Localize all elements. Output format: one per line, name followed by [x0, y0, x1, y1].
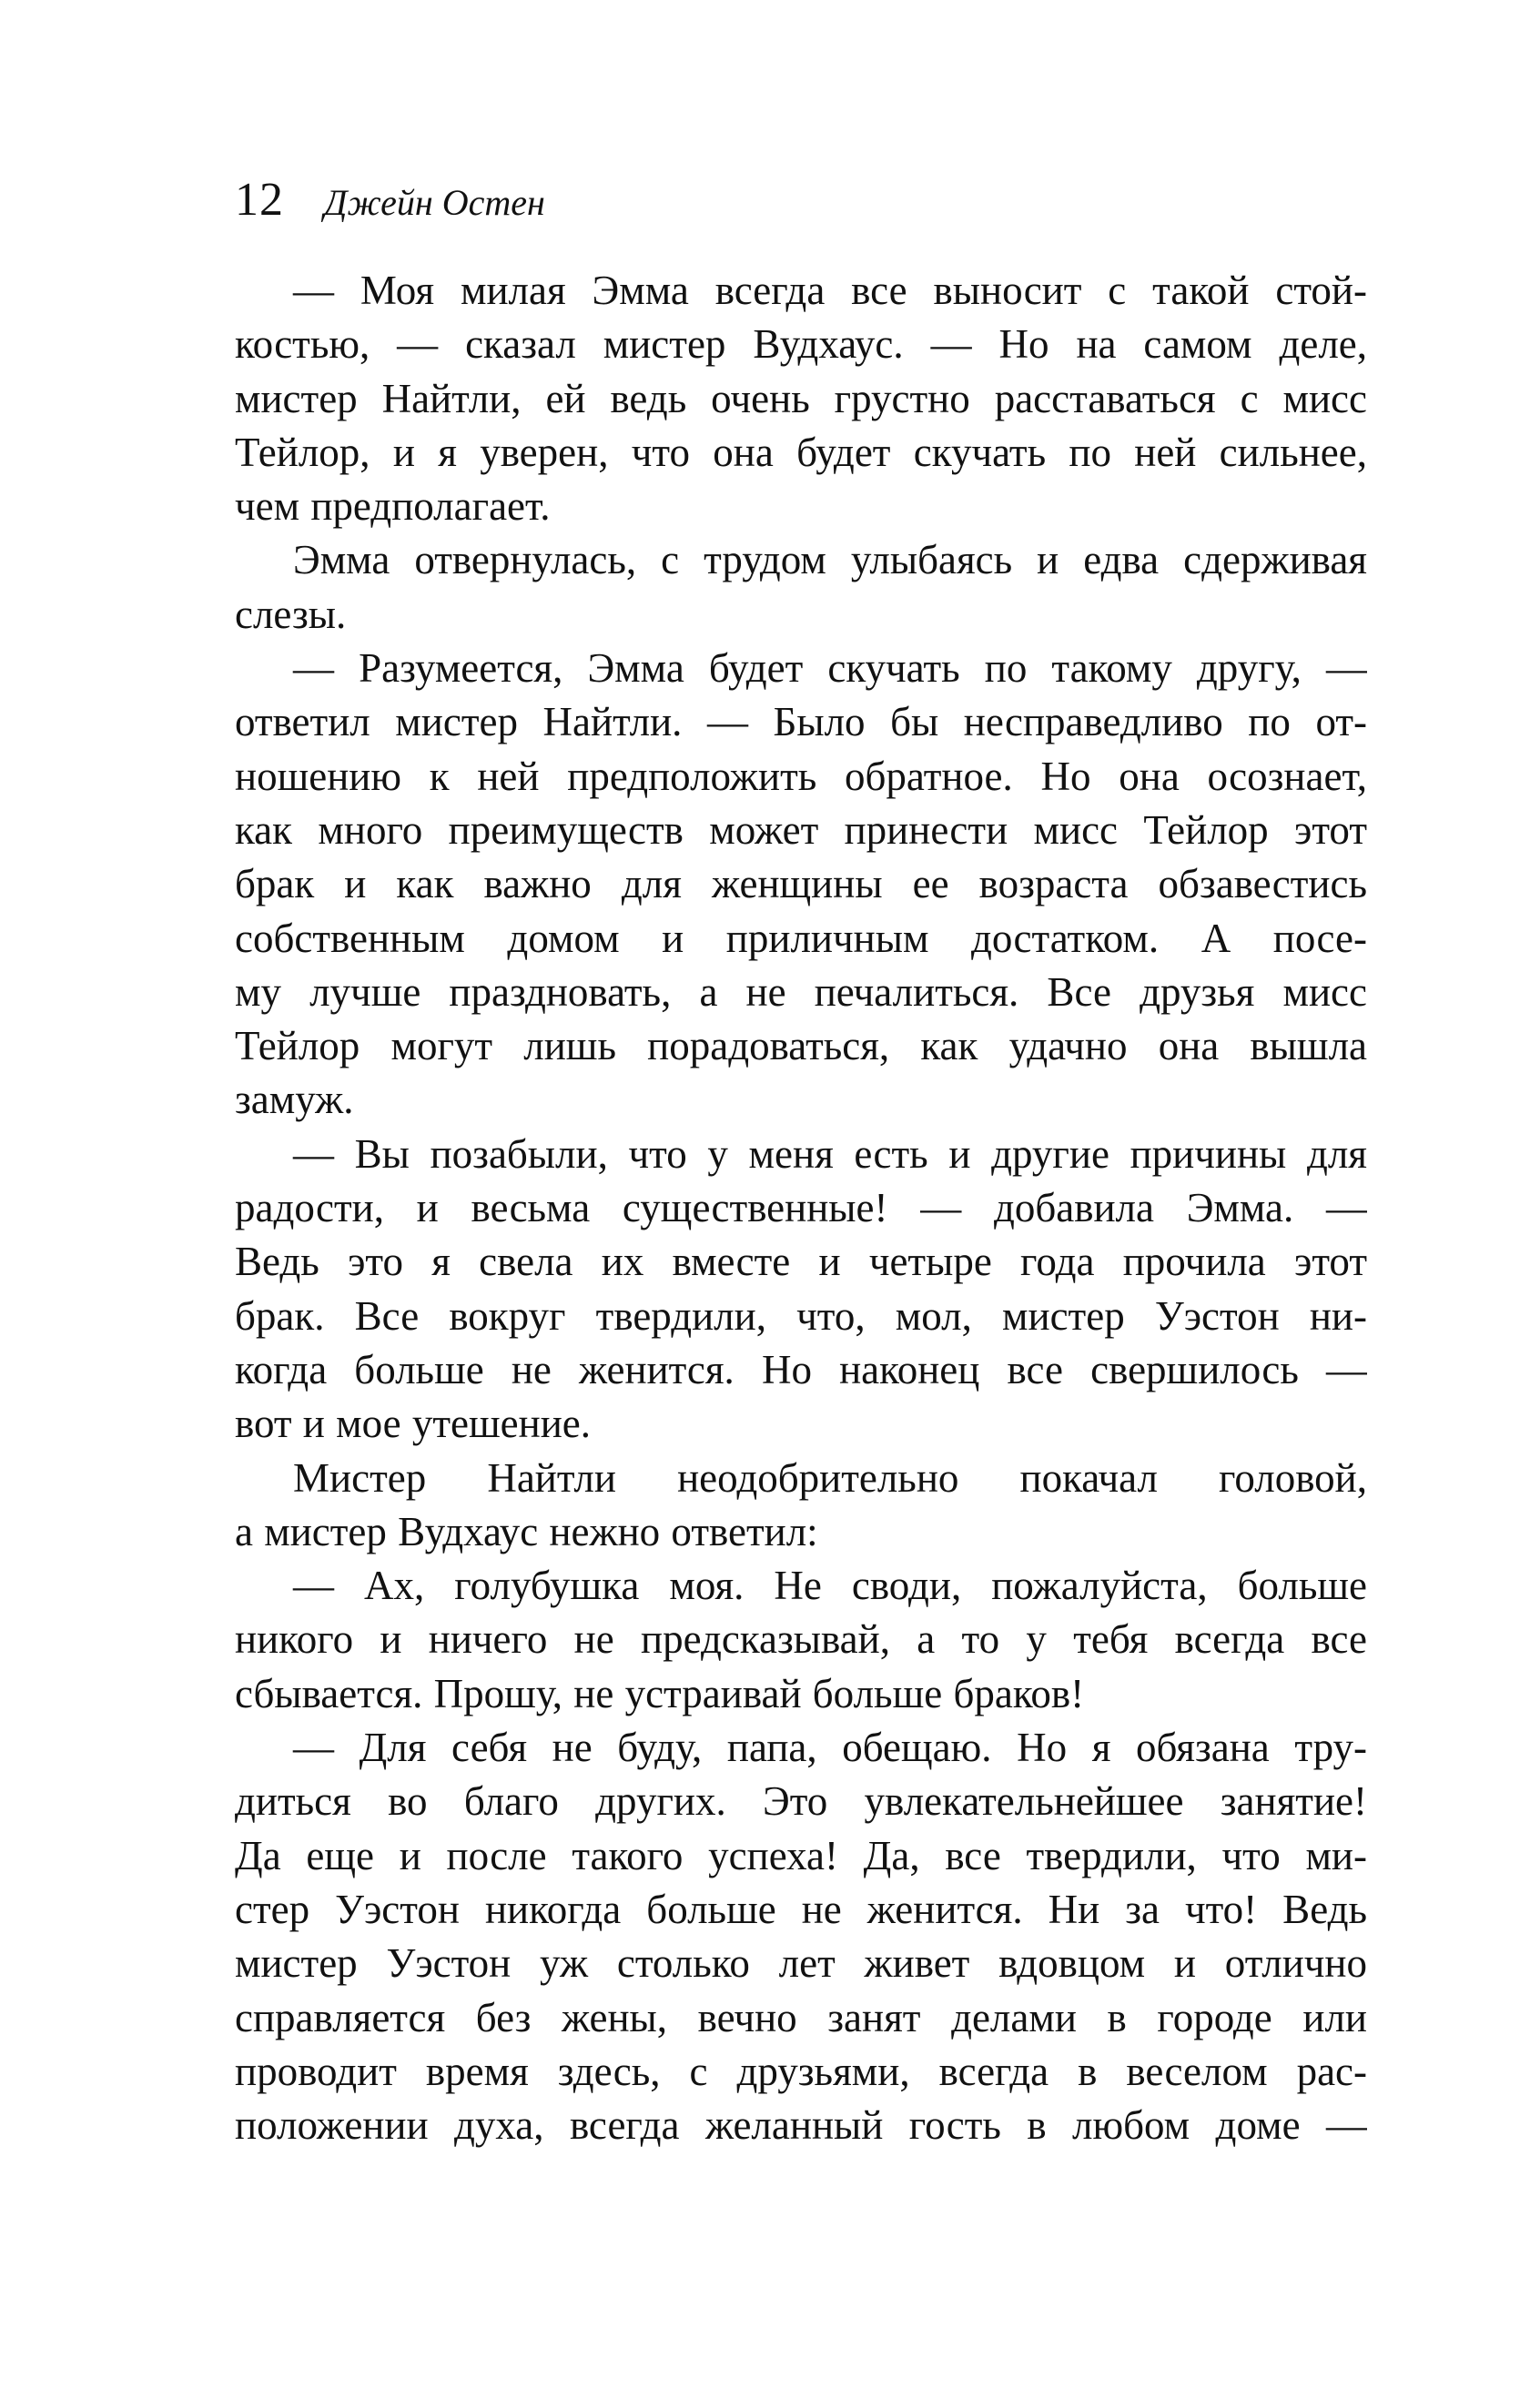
text-line: Эмма отвернулась, с трудом улыбаясь и едва сдерживая — [293, 537, 1367, 583]
text-line: Тейлор могут лишь порадоваться, как удачно она вышла — [235, 1023, 1367, 1069]
paragraph — [235, 1559, 1367, 1721]
paragraph — [235, 533, 1367, 642]
text-line: когда больше не женится. Но наконец все свершилось — — [235, 1346, 1367, 1392]
running-head — [235, 171, 545, 229]
text-line: му лучше праздновать, а не печалиться. Все друзья мисс — [235, 968, 1367, 1015]
text-line: диться во благо других. Это увлекательнейшее занятие! — [235, 1778, 1367, 1825]
text-line: проводит время здесь, с друзьями, всегда в веселом рас- — [235, 2048, 1367, 2094]
text-line: как много преимуществ может принести мисс Тейлор этот — [235, 806, 1367, 853]
text-line: ношению к ней предположить обратное. Но она осознает, — [235, 753, 1367, 799]
paragraph — [235, 1721, 1367, 2152]
text-line: Ведь это я свела их вместе и четыре года прочила этот — [235, 1239, 1367, 1285]
text-line: мистер Уэстон уж столько лет живет вдовцом и отлично — [235, 1940, 1367, 1987]
text-line: а мистер Вудхаус нежно ответил: — [235, 1508, 818, 1554]
text-line: слезы. — [235, 591, 347, 637]
text-line: — Ах, голубушка моя. Не своди, пожалуйста, больше — [293, 1563, 1367, 1609]
text-line: — Моя милая Эмма всегда все выносит с такой стой- — [293, 268, 1367, 313]
text-line: — Для себя не буду, папа, обещаю. Но я обязана тру- — [293, 1725, 1367, 1771]
text-line: справляется без жены, вечно занят делами в городе или — [235, 1994, 1367, 2040]
body-text — [235, 264, 1367, 2152]
running-head-author: Джейн Остен — [324, 182, 545, 223]
text-line: положении духа, всегда желанный гость в любом доме — — [235, 2102, 1367, 2149]
paragraph — [235, 1452, 1367, 1560]
text-line: Тейлор, и я уверен, что она будет скучать по ней сильнее, — [235, 429, 1367, 475]
text-line: сбывается. Прошу, не устраивай больше браков! — [235, 1670, 1085, 1716]
text-line: стер Уэстон никогда больше не женится. Ни за что! Ведь — [235, 1886, 1367, 1932]
text-line: мистер Найтли, ей ведь очень грустно расставаться с мисс — [235, 375, 1367, 421]
text-line: Да еще и после такого успеха! Да, все твердили, что ми- — [235, 1832, 1367, 1878]
text-line: чем предполагает. — [235, 483, 551, 530]
text-line: брак и как важно для женщины ее возраста обзавестись — [235, 861, 1367, 907]
text-line: — Разумеется, Эмма будет скучать по такому другу, — — [293, 645, 1367, 692]
text-line: радости, и весьма существенные! — добавила Эмма. — — [235, 1185, 1367, 1231]
text-line: замуж. — [235, 1077, 354, 1123]
paragraph — [235, 1128, 1367, 1452]
page-number: 12 — [235, 174, 284, 226]
text-line: брак. Все вокруг твердили, что, мол, мистер Уэстон ни- — [235, 1292, 1367, 1339]
text-line: — Вы позабыли, что у меня есть и другие причины для — [293, 1130, 1367, 1177]
text-line: вот и мое утешение. — [235, 1401, 591, 1447]
text-line: никого и ничего не предсказывай, а то у тебя всегда все — [235, 1616, 1367, 1663]
text-line: собственным домом и приличным достатком. А посе- — [235, 915, 1367, 961]
text-line: ответил мистер Найтли. — Было бы несправедливо по от- — [235, 699, 1367, 745]
text-line: костью, — сказал мистер Вудхаус. — Но на самом деле, — [235, 321, 1367, 368]
text-line: Мистер Найтли неодобрительно покачал головой, — [293, 1454, 1367, 1501]
paragraph — [235, 642, 1367, 1128]
paragraph — [235, 264, 1367, 533]
